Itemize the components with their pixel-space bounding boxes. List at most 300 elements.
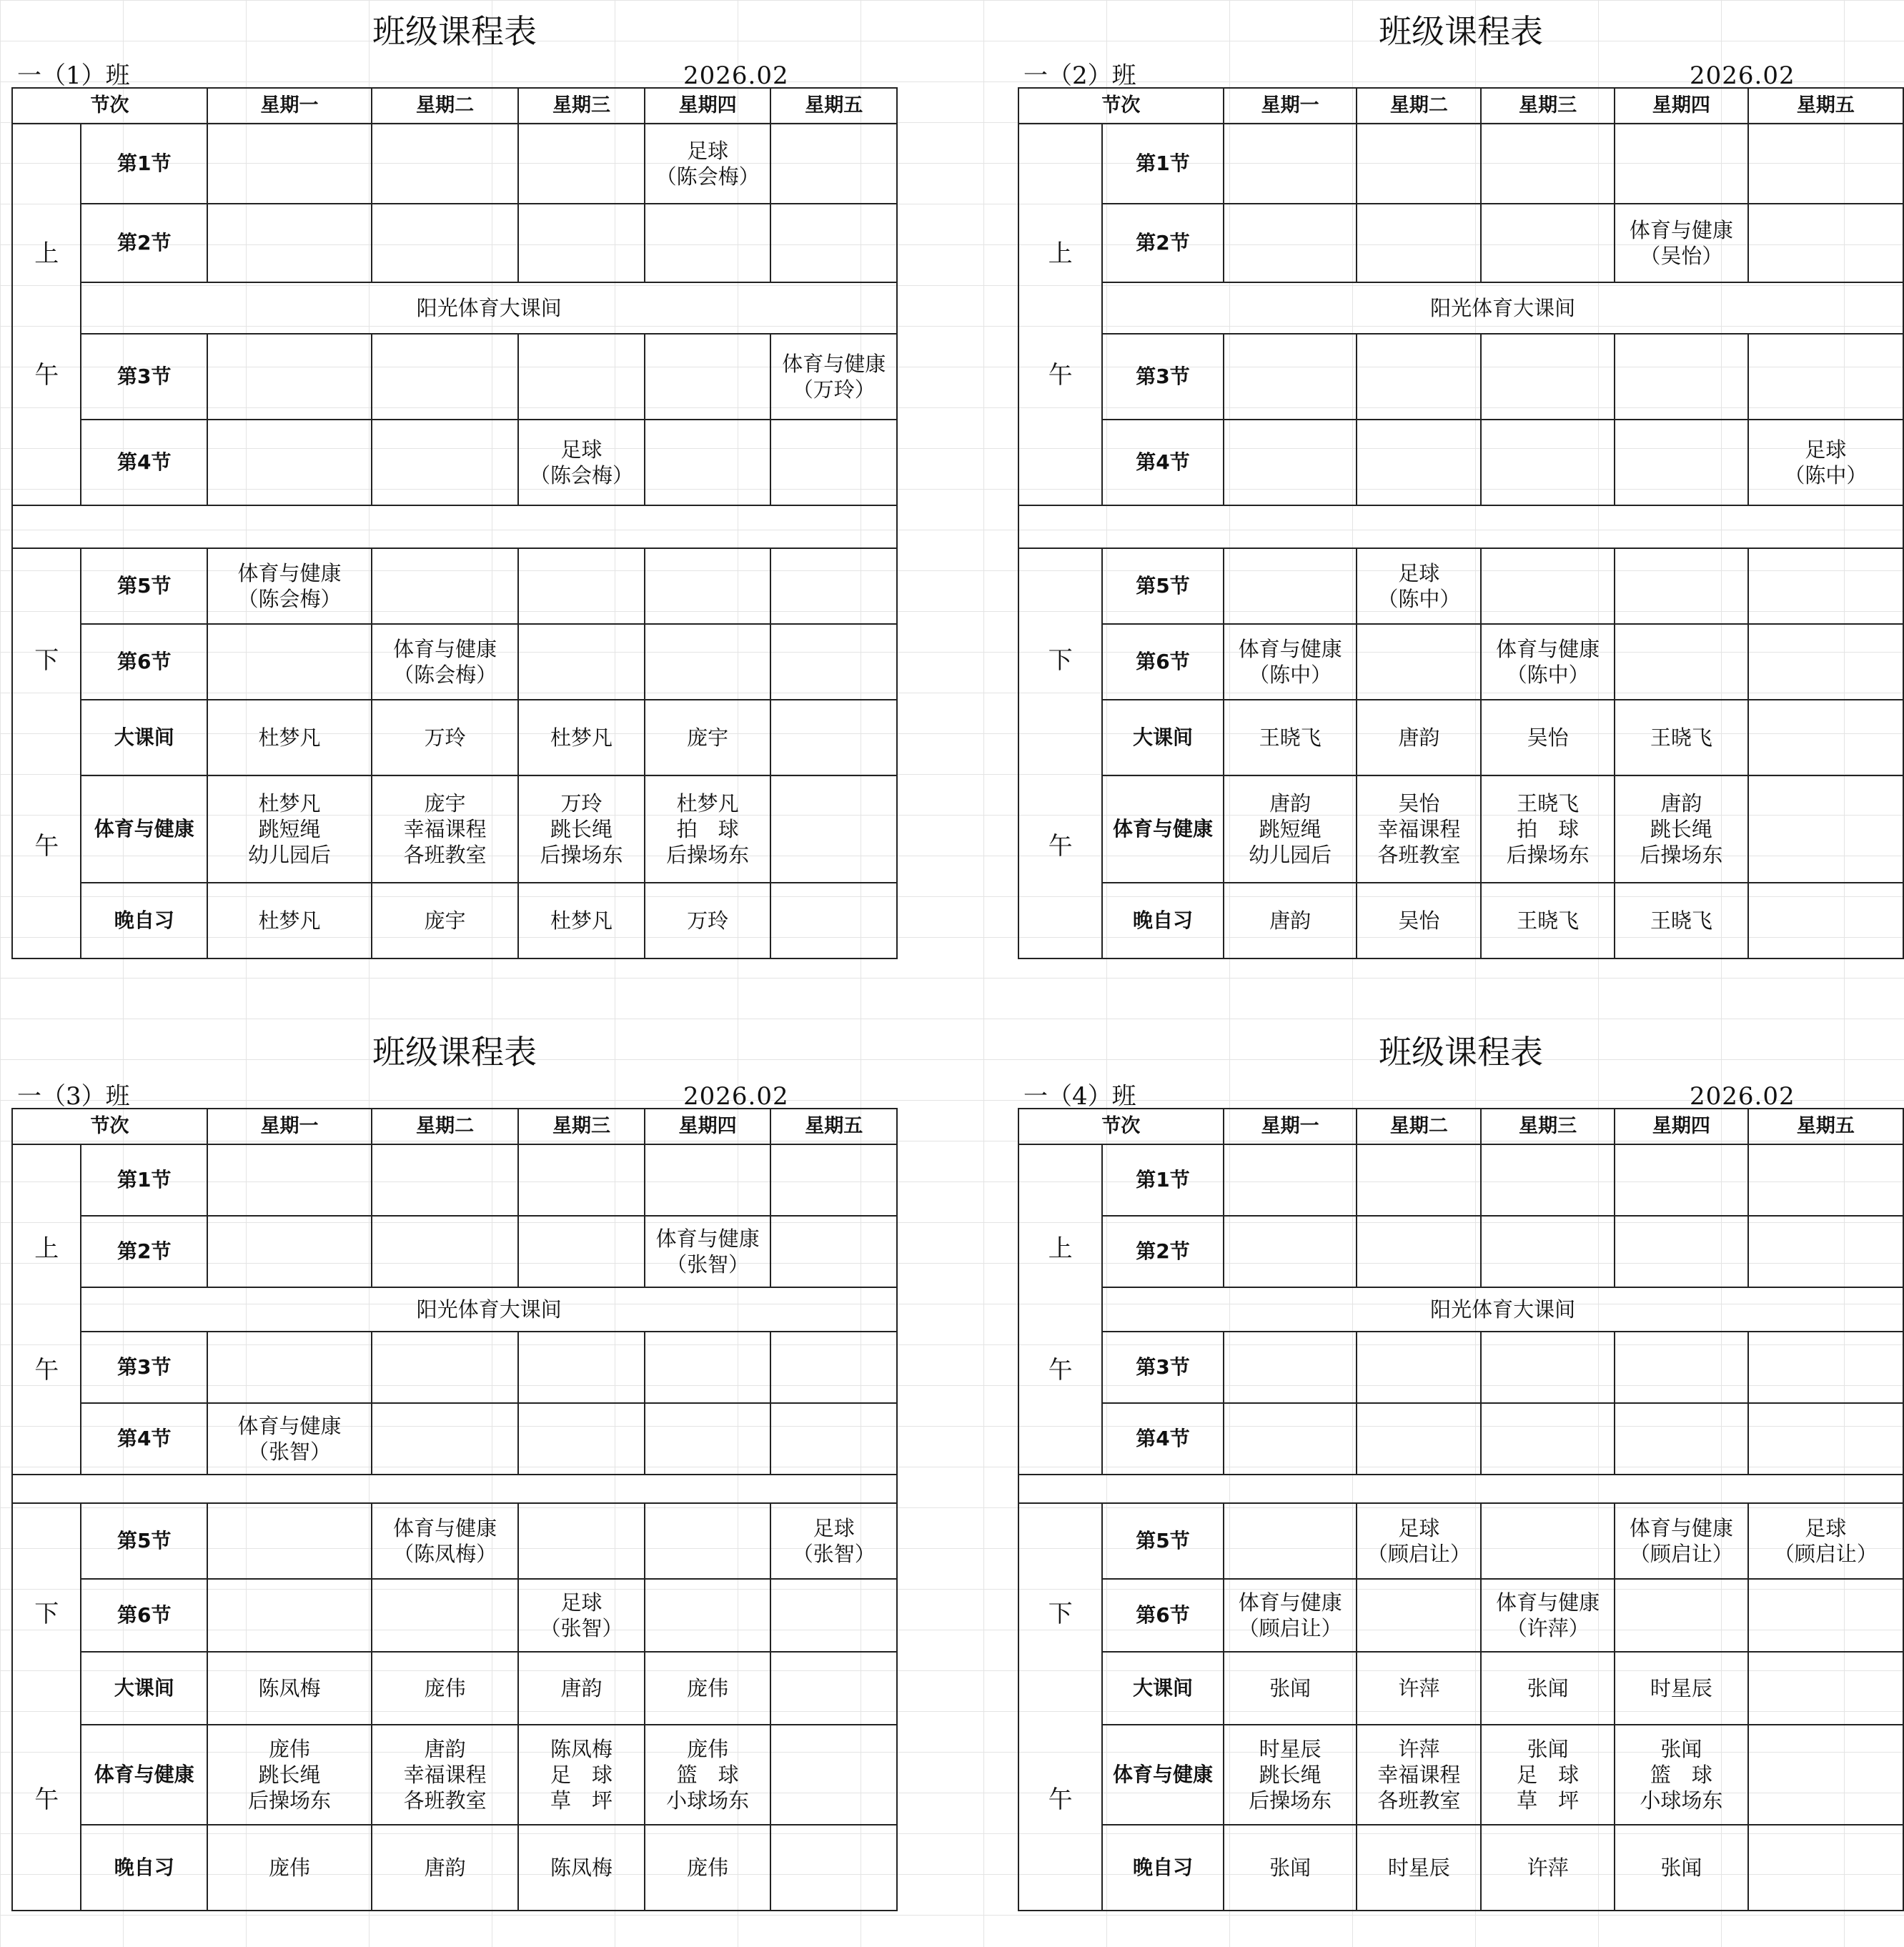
period-row — [12, 776, 897, 883]
schedule-cell — [1615, 700, 1748, 776]
schedule-cell — [1481, 1144, 1615, 1216]
cell-text-line: 唐韵 — [1269, 791, 1312, 816]
schedule-cell — [1748, 1652, 1903, 1725]
cell-text-line: 杜梦凡 — [258, 791, 321, 816]
schedule-cell — [1481, 1579, 1615, 1652]
schedule-cell — [1615, 1332, 1748, 1403]
schedule-cell — [1357, 1503, 1481, 1579]
schedule-cell — [1357, 1144, 1481, 1216]
class-name: 一（2）班 — [1023, 61, 1136, 90]
schedule-cell — [372, 334, 518, 420]
cell-text-line: 拍 球 — [1517, 817, 1580, 841]
schedule-cell — [1224, 1503, 1357, 1579]
schedule-cell — [645, 204, 771, 282]
break-row — [12, 1287, 897, 1332]
cell-text-line: 吴怡 — [1398, 791, 1440, 816]
period-label: 第2节 — [81, 204, 207, 282]
schedule-cell — [207, 1725, 372, 1825]
schedule-cell — [1224, 334, 1357, 420]
schedule-cell — [1357, 1825, 1481, 1911]
schedule-cell — [1224, 1825, 1357, 1911]
schedule-cell — [1615, 1652, 1748, 1725]
schedule-cell — [1748, 776, 1903, 883]
header-day: 星期五 — [1748, 1109, 1903, 1144]
cell-text-line: 陈凤梅 — [550, 1737, 613, 1761]
cell-text-line: （顾启让） — [1773, 1542, 1878, 1566]
timetable-date: 2026.02 — [1690, 61, 1795, 90]
period-row — [1018, 1144, 1903, 1216]
header-day: 星期四 — [645, 1109, 771, 1144]
morning-label — [12, 1144, 81, 1475]
period-row — [1018, 1579, 1903, 1652]
cell-text-line: （陈凤梅） — [393, 1542, 497, 1566]
period-row — [12, 1332, 897, 1403]
period-label: 体育与健康 — [1102, 776, 1223, 883]
cell-text-line: （陈中） — [1249, 663, 1332, 687]
period-label: 第2节 — [1102, 1216, 1223, 1287]
cell-text-line: 幸福课程 — [403, 1763, 487, 1787]
cell-text-line: 跳短绳 — [1259, 817, 1322, 841]
period-label: 第3节 — [1102, 334, 1223, 420]
period-row — [1018, 1332, 1903, 1403]
afternoon-char: 下 — [1048, 1600, 1073, 1628]
schedule-cell — [770, 420, 897, 505]
schedule-cell — [770, 334, 897, 420]
header-day: 星期三 — [1481, 1109, 1615, 1144]
period-row — [12, 420, 897, 505]
schedule-cell — [1481, 1725, 1615, 1825]
schedule-cell — [645, 420, 771, 505]
period-row — [12, 334, 897, 420]
schedule-cell — [1615, 776, 1748, 883]
cell-text-line: 后操场东 — [1506, 843, 1590, 867]
schedule-cell — [1357, 1403, 1481, 1475]
schedule-cell — [372, 776, 518, 883]
cell-text-line: 足球 — [1398, 561, 1440, 585]
period-label: 第5节 — [1102, 548, 1223, 624]
header-day: 星期二 — [1357, 1109, 1481, 1144]
schedule-cell — [518, 1503, 645, 1579]
schedule-cell — [770, 1332, 897, 1403]
header-day: 星期四 — [1615, 1109, 1748, 1144]
cell-text-line: 王晓飞 — [1650, 908, 1712, 933]
schedule-cell — [372, 700, 518, 776]
schedule-cell — [645, 1579, 771, 1652]
schedule-cell — [207, 124, 372, 204]
cell-text-line: 张闻 — [1269, 1676, 1312, 1700]
header-day: 星期一 — [1224, 88, 1357, 124]
schedule-cell — [1357, 204, 1481, 282]
schedule-cell — [207, 700, 372, 776]
period-row — [1018, 624, 1903, 700]
schedule-cell — [518, 1332, 645, 1403]
cell-text-line: 庞伟 — [687, 1676, 729, 1700]
schedule-cell — [207, 334, 372, 420]
cell-text-line: 杜梦凡 — [550, 908, 613, 933]
cell-text-line: 足球 — [1398, 1516, 1440, 1540]
schedule-cell — [1224, 420, 1357, 505]
period-row — [12, 883, 897, 958]
header-period: 节次 — [12, 1109, 207, 1144]
afternoon-label — [12, 548, 81, 958]
schedule-cell — [1748, 1725, 1903, 1825]
cell-text-line: 草 坪 — [550, 1788, 613, 1813]
schedule-cell — [518, 124, 645, 204]
noon-gap — [1018, 1475, 1903, 1503]
period-row — [1018, 1503, 1903, 1579]
morning-label — [1018, 1144, 1102, 1475]
cell-text-line: 篮 球 — [1650, 1763, 1712, 1787]
cell-text-line: 后操场东 — [666, 843, 750, 867]
period-label: 第4节 — [1102, 1403, 1223, 1475]
cell-text-line: 庞宇 — [424, 908, 466, 933]
cell-text-line: 体育与健康 — [1238, 1590, 1342, 1615]
schedule-table — [11, 87, 898, 959]
header-row — [1018, 1109, 1903, 1144]
period-label: 晚自习 — [1102, 1825, 1223, 1911]
schedule-cell — [1224, 1216, 1357, 1287]
schedule-cell — [645, 700, 771, 776]
period-label: 第6节 — [1102, 624, 1223, 700]
cell-text-line: 陈凤梅 — [258, 1676, 321, 1700]
cell-text-line: 万玲 — [687, 908, 729, 933]
period-label: 体育与健康 — [81, 776, 207, 883]
morning-char: 上 — [1048, 1234, 1073, 1263]
break-cell: 阳光体育大课间 — [81, 1287, 897, 1332]
cell-text-line: 庞宇 — [687, 725, 729, 750]
cell-text-line: 庞宇 — [424, 791, 466, 816]
schedule-cell — [1224, 548, 1357, 624]
schedule-cell — [1748, 1503, 1903, 1579]
cell-text-line: 庞伟 — [687, 1737, 729, 1761]
cell-text-line: 许萍 — [1398, 1737, 1440, 1761]
cell-text-line: （张智） — [248, 1440, 332, 1464]
cell-text-line: 庞伟 — [687, 1856, 729, 1880]
schedule-cell — [1481, 548, 1615, 624]
schedule-cell — [1748, 700, 1903, 776]
cell-text-line: 足球 — [813, 1516, 855, 1540]
cell-text-line: 跳长绳 — [1650, 817, 1712, 841]
cell-text-line: 体育与健康 — [655, 1227, 760, 1251]
cell-text-line: 体育与健康 — [237, 561, 342, 585]
schedule-cell — [372, 1403, 518, 1475]
schedule-cell — [1615, 124, 1748, 204]
schedule-cell — [1481, 204, 1615, 282]
header-day: 星期三 — [518, 88, 645, 124]
cell-text-line: 幸福课程 — [403, 817, 487, 841]
period-row — [12, 1403, 897, 1475]
schedule-cell — [770, 1725, 897, 1825]
schedule-cell — [372, 1503, 518, 1579]
schedule-cell — [1481, 1825, 1615, 1911]
afternoon-char: 午 — [1048, 1785, 1073, 1814]
class-name: 一（3）班 — [17, 1082, 130, 1111]
schedule-cell — [1481, 624, 1615, 700]
cell-text-line: 张闻 — [1269, 1856, 1312, 1880]
cell-text-line: （吴怡） — [1640, 244, 1723, 268]
schedule-cell — [1748, 1216, 1903, 1287]
noon-gap — [12, 1475, 897, 1503]
schedule-cell — [372, 1825, 518, 1911]
schedule-cell — [1615, 334, 1748, 420]
schedule-cell — [1615, 1216, 1748, 1287]
period-row — [12, 624, 897, 700]
period-label: 第6节 — [1102, 1579, 1223, 1652]
cell-text-line: 体育与健康 — [1629, 1516, 1733, 1540]
schedule-cell — [207, 420, 372, 505]
schedule-cell — [770, 1216, 897, 1287]
period-label: 第2节 — [1102, 204, 1223, 282]
timetable-date: 2026.02 — [683, 1082, 789, 1111]
schedule-cell — [1224, 1403, 1357, 1475]
cell-text-line: （万玲） — [792, 377, 876, 402]
period-label: 晚自习 — [81, 883, 207, 958]
afternoon-char: 下 — [1048, 646, 1073, 675]
period-row — [1018, 1825, 1903, 1911]
period-row — [1018, 776, 1903, 883]
cell-text-line: （陈中） — [1377, 587, 1461, 611]
cell-text-line: 跳长绳 — [1259, 1763, 1322, 1787]
cell-text-line: （陈中） — [1784, 463, 1868, 487]
cell-text-line: 唐韵 — [560, 1676, 603, 1700]
schedule-cell — [518, 624, 645, 700]
period-label: 第6节 — [81, 624, 207, 700]
period-label: 第2节 — [81, 1216, 207, 1287]
cell-text-line: 万玲 — [560, 791, 603, 816]
morning-label — [12, 124, 81, 505]
schedule-cell — [1748, 1332, 1903, 1403]
period-row — [12, 124, 897, 204]
schedule-cell — [372, 420, 518, 505]
period-label: 第1节 — [81, 1144, 207, 1216]
schedule-cell — [1224, 1652, 1357, 1725]
schedule-cell — [518, 883, 645, 958]
schedule-cell — [770, 1503, 897, 1579]
cell-text-line: （顾启让） — [1629, 1542, 1733, 1566]
period-label: 晚自习 — [1102, 883, 1223, 958]
schedule-cell — [1224, 1144, 1357, 1216]
cell-text-line: 各班教室 — [1377, 1788, 1461, 1813]
schedule-cell — [1357, 700, 1481, 776]
period-row — [1018, 1652, 1903, 1725]
schedule-cell — [518, 1216, 645, 1287]
schedule-cell — [1357, 1725, 1481, 1825]
schedule-cell — [207, 883, 372, 958]
period-label: 第3节 — [81, 334, 207, 420]
schedule-cell — [372, 1652, 518, 1725]
schedule-table — [11, 1108, 898, 1911]
cell-text-line: 体育与健康 — [1496, 1590, 1600, 1615]
period-row — [1018, 124, 1903, 204]
timetable-title: 班级课程表 — [1379, 12, 1543, 51]
afternoon-label — [12, 1503, 81, 1911]
timetable-title: 班级课程表 — [1379, 1033, 1543, 1071]
schedule-cell — [770, 624, 897, 700]
timetable-date: 2026.02 — [683, 61, 789, 90]
schedule-cell — [372, 883, 518, 958]
afternoon-char: 午 — [1048, 832, 1073, 861]
schedule-cell — [770, 776, 897, 883]
schedule-cell — [1224, 204, 1357, 282]
schedule-cell — [1357, 1652, 1481, 1725]
period-label: 第4节 — [81, 1403, 207, 1475]
cell-text-line: 吴怡 — [1527, 725, 1569, 750]
cell-text-line: （陈中） — [1506, 663, 1590, 687]
schedule-cell — [1357, 883, 1481, 958]
break-row — [1018, 1287, 1903, 1332]
period-label: 第5节 — [81, 1503, 207, 1579]
cell-text-line: 小球场东 — [1640, 1788, 1723, 1813]
schedule-cell — [1481, 1332, 1615, 1403]
schedule-cell — [1481, 1403, 1615, 1475]
noon-gap-row — [1018, 1475, 1903, 1503]
cell-text-line: 体育与健康 — [782, 352, 886, 376]
cell-text-line: （张智） — [792, 1542, 876, 1566]
schedule-cell — [1224, 124, 1357, 204]
schedule-cell — [207, 1144, 372, 1216]
schedule-cell — [1224, 700, 1357, 776]
schedule-cell — [770, 1403, 897, 1475]
schedule-cell — [1357, 1332, 1481, 1403]
period-label: 第3节 — [1102, 1332, 1223, 1403]
cell-text-line: 足 球 — [1517, 1763, 1580, 1787]
schedule-cell — [207, 1332, 372, 1403]
schedule-cell — [518, 420, 645, 505]
period-row — [12, 1144, 897, 1216]
period-row — [12, 1652, 897, 1725]
cell-text-line: 后操场东 — [1640, 843, 1723, 867]
cell-text-line: 体育与健康 — [1238, 637, 1342, 661]
cell-text-line: 足球 — [1805, 1516, 1847, 1540]
cell-text-line: 体育与健康 — [1496, 637, 1600, 661]
header-day: 星期四 — [1615, 88, 1748, 124]
schedule-cell — [1357, 776, 1481, 883]
morning-char: 上 — [34, 1234, 59, 1263]
morning-char: 午 — [1048, 1356, 1073, 1384]
cell-text-line: 张闻 — [1527, 1737, 1569, 1761]
schedule-cell — [645, 1725, 771, 1825]
period-label: 第1节 — [1102, 124, 1223, 204]
class-name: 一（1）班 — [17, 61, 130, 90]
cell-text-line: 时星辰 — [1259, 1737, 1322, 1761]
schedule-cell — [1748, 124, 1903, 204]
schedule-table — [1018, 1108, 1904, 1911]
period-row — [1018, 700, 1903, 776]
schedule-cell — [1615, 1403, 1748, 1475]
noon-gap — [1018, 505, 1903, 548]
morning-char: 午 — [1048, 361, 1073, 390]
schedule-cell — [645, 1216, 771, 1287]
schedule-cell — [518, 334, 645, 420]
schedule-cell — [1481, 883, 1615, 958]
cell-text-line: 跳短绳 — [258, 817, 321, 841]
cell-text-line: 许萍 — [1527, 1856, 1569, 1880]
cell-text-line: （许萍） — [1506, 1616, 1590, 1640]
afternoon-char: 下 — [34, 646, 59, 675]
cell-text-line: （顾启让） — [1367, 1542, 1471, 1566]
cell-text-line: （张智） — [666, 1252, 750, 1277]
period-label: 第5节 — [81, 548, 207, 624]
period-label: 第5节 — [1102, 1503, 1223, 1579]
afternoon-char: 午 — [34, 1785, 59, 1814]
header-period: 节次 — [1018, 1109, 1224, 1144]
schedule-cell — [1748, 334, 1903, 420]
schedule-cell — [645, 1825, 771, 1911]
cell-text-line: 王晓飞 — [1517, 908, 1580, 933]
schedule-cell — [1615, 883, 1748, 958]
header-day: 星期三 — [1481, 88, 1615, 124]
schedule-cell — [1615, 204, 1748, 282]
timetable-title: 班级课程表 — [372, 1033, 537, 1071]
schedule-cell — [518, 776, 645, 883]
schedule-cell — [770, 1825, 897, 1911]
period-row — [1018, 1725, 1903, 1825]
cell-text-line: 唐韵 — [1660, 791, 1702, 816]
schedule-cell — [1357, 334, 1481, 420]
schedule-cell — [1615, 1825, 1748, 1911]
break-cell: 阳光体育大课间 — [1102, 1287, 1903, 1332]
schedule-cell — [518, 1144, 645, 1216]
schedule-cell — [207, 1825, 372, 1911]
cell-text-line: 草 坪 — [1517, 1788, 1580, 1813]
header-day: 星期二 — [372, 88, 518, 124]
cell-text-line: 时星辰 — [1650, 1676, 1712, 1700]
cell-text-line: 杜梦凡 — [550, 725, 613, 750]
header-period: 节次 — [1018, 88, 1224, 124]
schedule-cell — [645, 1652, 771, 1725]
cell-text-line: 许萍 — [1398, 1676, 1440, 1700]
schedule-cell — [1357, 548, 1481, 624]
morning-char: 午 — [34, 1356, 59, 1384]
cell-text-line: 体育与健康 — [237, 1414, 342, 1438]
cell-text-line: 拍 球 — [676, 817, 739, 841]
schedule-cell — [1481, 1503, 1615, 1579]
afternoon-label — [1018, 548, 1102, 958]
schedule-cell — [207, 776, 372, 883]
schedule-cell — [518, 204, 645, 282]
schedule-cell — [1615, 548, 1748, 624]
schedule-cell — [770, 1579, 897, 1652]
cell-text-line: 吴怡 — [1398, 908, 1440, 933]
morning-char: 午 — [34, 361, 59, 390]
header-day: 星期五 — [770, 1109, 897, 1144]
schedule-cell — [518, 700, 645, 776]
schedule-cell — [645, 334, 771, 420]
schedule-cell — [1224, 1332, 1357, 1403]
header-day: 星期四 — [645, 88, 771, 124]
period-row — [12, 204, 897, 282]
cell-text-line: 篮 球 — [676, 1763, 739, 1787]
noon-gap — [12, 505, 897, 548]
cell-text-line: 跳长绳 — [550, 817, 613, 841]
schedule-cell — [372, 1579, 518, 1652]
cell-text-line: 王晓飞 — [1650, 725, 1712, 750]
break-cell: 阳光体育大课间 — [1102, 282, 1903, 334]
cell-text-line: 杜梦凡 — [258, 908, 321, 933]
schedule-cell — [645, 1144, 771, 1216]
schedule-cell — [518, 1825, 645, 1911]
cell-text-line: 时星辰 — [1387, 1856, 1450, 1880]
cell-text-line: 杜梦凡 — [676, 791, 739, 816]
schedule-table — [1018, 87, 1904, 959]
cell-text-line: 唐韵 — [1398, 725, 1440, 750]
period-row — [1018, 1216, 1903, 1287]
cell-text-line: 王晓飞 — [1259, 725, 1322, 750]
afternoon-char: 午 — [34, 832, 59, 861]
schedule-cell — [770, 1144, 897, 1216]
schedule-cell — [372, 1144, 518, 1216]
afternoon-char: 下 — [34, 1600, 59, 1628]
